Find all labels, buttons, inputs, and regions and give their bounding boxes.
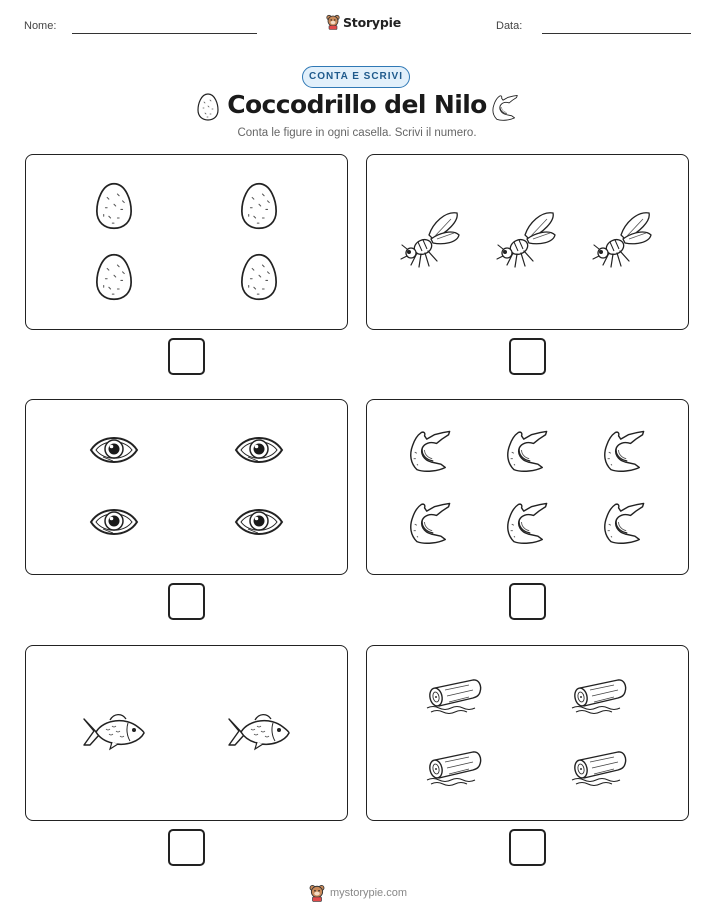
storypie-logo	[326, 14, 401, 30]
log-icon	[570, 678, 628, 714]
crocodile-head-icon	[503, 426, 551, 474]
count-box-fish	[25, 645, 348, 821]
date-label: Data:	[496, 20, 523, 32]
activity-badge: CONTA E SCRIVI	[302, 66, 410, 88]
answer-box-crocodiles[interactable]	[509, 583, 546, 620]
eye-icon	[234, 430, 284, 470]
egg-icon	[95, 253, 133, 301]
instructions: Conta le figure in ogni casella. Scrivi il numero.	[237, 127, 477, 139]
fly-icon	[495, 209, 559, 273]
crocodile-head-icon	[490, 92, 520, 122]
date-field[interactable]	[542, 33, 691, 34]
bear-mascot-icon	[309, 884, 325, 902]
answer-box-flies[interactable]	[509, 338, 546, 375]
count-box-logs	[366, 645, 689, 821]
log-icon	[425, 750, 483, 786]
egg-icon	[240, 182, 278, 230]
fly-icon	[399, 209, 463, 273]
footer-url: mystorypie.com	[330, 887, 408, 899]
egg-icon	[240, 253, 278, 301]
crocodile-head-icon	[600, 498, 648, 546]
eye-icon	[89, 502, 139, 542]
footer	[309, 884, 407, 902]
eye-icon	[234, 502, 284, 542]
answer-box-eyes[interactable]	[168, 583, 205, 620]
fish-icon	[227, 711, 291, 753]
name-field[interactable]	[72, 33, 257, 34]
count-box-eggs	[25, 154, 348, 330]
bear-mascot-icon	[326, 14, 340, 30]
crocodile-head-icon	[503, 498, 551, 546]
log-icon	[425, 678, 483, 714]
fish-icon	[82, 711, 146, 753]
eye-icon	[89, 430, 139, 470]
count-box-eyes	[25, 399, 348, 575]
crocodile-head-icon	[406, 498, 454, 546]
page-title: Coccodrillo del Nilo	[227, 90, 487, 119]
logo-text: Storypie	[343, 14, 401, 30]
fly-icon	[591, 209, 655, 273]
answer-box-logs[interactable]	[509, 829, 546, 866]
crocodile-head-icon	[406, 426, 454, 474]
name-label: Nome:	[24, 20, 57, 32]
log-icon	[570, 750, 628, 786]
answer-box-eggs[interactable]	[168, 338, 205, 375]
crocodile-head-icon	[600, 426, 648, 474]
egg-icon	[95, 182, 133, 230]
answer-box-fish[interactable]	[168, 829, 205, 866]
